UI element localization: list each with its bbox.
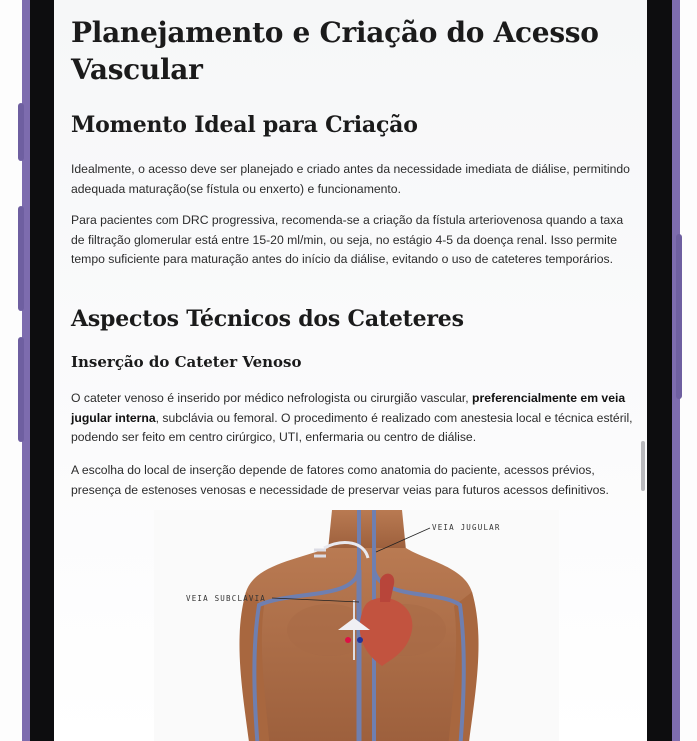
volume-up-button — [18, 103, 24, 161]
paragraph: Para pacientes com DRC progressiva, recomenda-se a criação da fístula arteriovenosa quando a taxa de filtração glomerular está entre 15-20 ml/min, ou seja, no estágio 4-5 da doença renal. Isso permite tempo suficiente para maturação antes do início da diálise, evitando o uso de cateteres temporários. — [71, 213, 624, 266]
paragraph: Idealmente, o acesso deve ser planejado e criado antes da necessidade imediata de diálise, permitindo adequada maturação(se fístula ou enxerto) e funcionamento. — [71, 162, 630, 196]
anatomy-illustration — [154, 510, 559, 741]
label-veia-subclavia: VEIA SUBCLAVIA — [186, 594, 267, 603]
scrollbar[interactable] — [641, 441, 645, 491]
page-title: Planejamento e Criação do Acesso Vascular — [71, 16, 599, 86]
paragraph-text: , subclávia ou femoral. O procedimento é realizado com anestesia local e técnica estéril, podendo ser feito em centro cirúrgico, UTI, enfermaria ou centro de diálise. — [71, 410, 633, 444]
paragraph: A escolha do local de inserção depende de fatores como anatomia do paciente, acessos prévios, presença de estenoses venosas e necessidade de preservar veias para futuros acessos definitivos. — [71, 463, 609, 497]
section-heading-cateteres: Aspectos Técnicos dos Cateteres — [71, 306, 464, 332]
subheading-insercao: Inserção do Cateter Venoso — [71, 353, 302, 371]
catheter-anatomy-image — [154, 510, 559, 741]
article-content — [71, 0, 641, 497]
phone-bezel-left — [30, 0, 56, 741]
silent-button — [18, 337, 24, 442]
power-button — [676, 234, 682, 399]
label-veia-jugular: VEIA JUGULAR — [432, 523, 501, 532]
paragraph — [71, 389, 636, 448]
section-heading-momento: Momento Ideal para Criação — [71, 112, 418, 138]
volume-down-button — [18, 206, 24, 311]
paragraph-text: O cateter venoso é inserido por médico nefrologista ou cirurgião vascular, — [71, 391, 473, 405]
paragraph-emphasis: preferencialmente em veia jugular interna — [71, 391, 626, 425]
phone-screen[interactable] — [54, 0, 647, 741]
background-right — [680, 0, 697, 741]
